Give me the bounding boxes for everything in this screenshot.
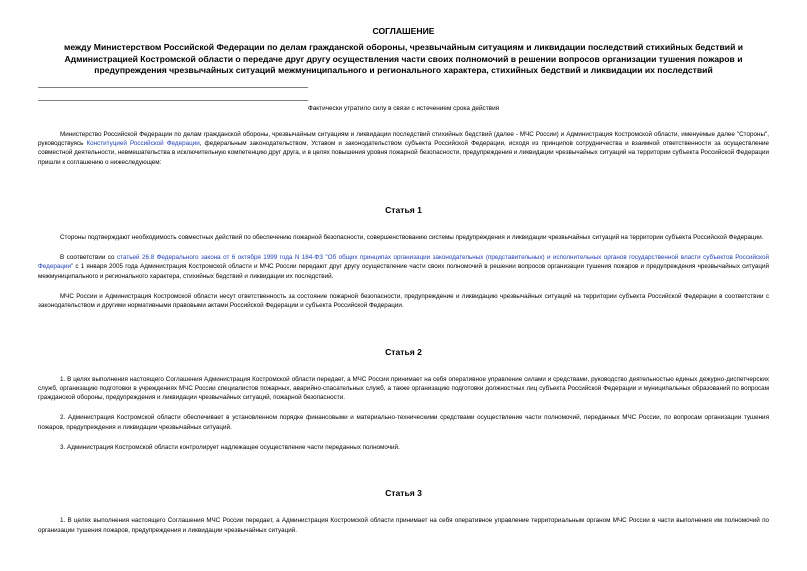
text-span: Министерство Российской Федерации по делам гражданской обороны, чрезвычайным ситуациям и ликвидации последствий стихийных бедствий (далее - МЧС России) и Администрация Костромской области, именуемые далее "Стороны", руководствуясь — [38, 130, 769, 147]
article-1-heading: Статья 1 — [385, 204, 422, 215]
preamble-paragraph — [38, 130, 769, 167]
article-2-paragraph-3: 3. Администрация Костромской области контролирует надлежащее осуществление части переданных полномочий. — [60, 444, 400, 452]
federal-law-link[interactable]: статьей 26.8 Федерального закона от 6 октября 1999 года N 184-ФЗ "Об общих принципах организации законодательных (представительных) и исполнительных органов государственной власти субъектов Российской Федерации" — [38, 254, 770, 271]
article-2-heading: Статья 2 — [385, 346, 422, 357]
separator-line — [38, 100, 308, 101]
article-1-paragraph-2 — [38, 253, 769, 281]
constitution-link[interactable]: Конституцией Российской Федерации — [86, 139, 200, 147]
article-1-paragraph-1: Стороны подтверждают необходимость совместных действий по обеспечению пожарной безопасности, совершенствованию системы предупреждения и ликвидации чрезвычайных ситуаций на территории субъекта Российской Федерации. — [60, 233, 764, 241]
text-span: с 1 января 2005 года Администрация Костромской области и МЧС России передают друг другу осуществление части своих полномочий в решении вопросов организации тушения пожаров и предупреждения чрезвычайных ситуаций межмуниципального и регионального характера, стихийных бедствий и ликвидации их последствий. — [38, 263, 769, 280]
article-3-heading: Статья 3 — [385, 488, 422, 499]
separator-line — [38, 87, 308, 88]
title-subject: между Министерством Российской Федерации по делам гражданской обороны, чрезвычайным ситуациям и ликвидации последствий стихийных бедствий и Администрацией Костромской области о передаче друг другу осуществления части своих полномочий в решении вопросов организации тушения пожаров и предупреждения чрезвычайных ситуаций межмуниципального и регионального характера, стихийных бедствий и ликвидации их последствий — [63, 42, 744, 76]
article-2-paragraph-2: 2. Администрация Костромской области обеспечивает в установленном порядке финансовыми и материально-техническими средствами осуществление части полномочий, переданных МЧС России, по вопросам организации тушения пожаров, предупреждения и ликвидации чрезвычайных ситуаций. — [38, 414, 769, 431]
title-heading: СОГЛАШЕНИЕ — [372, 26, 435, 36]
document-title — [38, 26, 769, 77]
text-span: В соответствии со — [60, 254, 117, 262]
status-note: Фактически утратило силу в связи с истечением срока действия — [307, 104, 500, 112]
article-1-paragraph-3: МЧС России и Администрация Костромской области несут ответственность за состояние пожарной безопасности, предупреждение и ликвидацию чрезвычайных ситуаций на территории субъекта Российской Федерации в соответствии с законодательством и другими нормативными правовыми актами Российской Федерации и субъекта Российской Федерации. — [38, 293, 769, 310]
text-span: , федеральным законодательством, Уставом и законодательством субъекта Российской Федерации, исходя из принципов сотрудничества и взаимной ответственности за осуществление совместной деятельности, невмешательства в исключительную компетенцию друг друга, и в целях повышения уровня пожарной безопасности, предупреждения и ликвидации чрезвычайных ситуаций на территории субъекта Российской Федерации пришли к соглашению о нижеследующем: — [38, 139, 769, 166]
article-2-paragraph-1: 1. В целях выполнения настоящего Соглашения Администрация Костромской области передает, а МЧС России принимает на себя оперативное управление силами и средствами, руководство деятельностью единых дежурно-диспетчерских служб, организацию подготовки в учреждениях МЧС России специалистов пожарных, аварийно-спасательных служб, а также организацию подготовки должностных лиц субъекта Российской Федерации и муниципальных образований по вопросам гражданской обороны, предупреждения и ликвидации чрезвычайных ситуаций, пожарной безопасности. — [38, 375, 769, 402]
article-3-paragraph-1: 1. В целях выполнения настоящего Соглашения МЧС России передает, а Администрация Костромской области принимает на себя оперативное управление территориальным органом МЧС России в части выполнения им полномочий по организации тушения пожаров, предупреждения и ликвидации чрезвычайных ситуаций. — [38, 517, 769, 534]
